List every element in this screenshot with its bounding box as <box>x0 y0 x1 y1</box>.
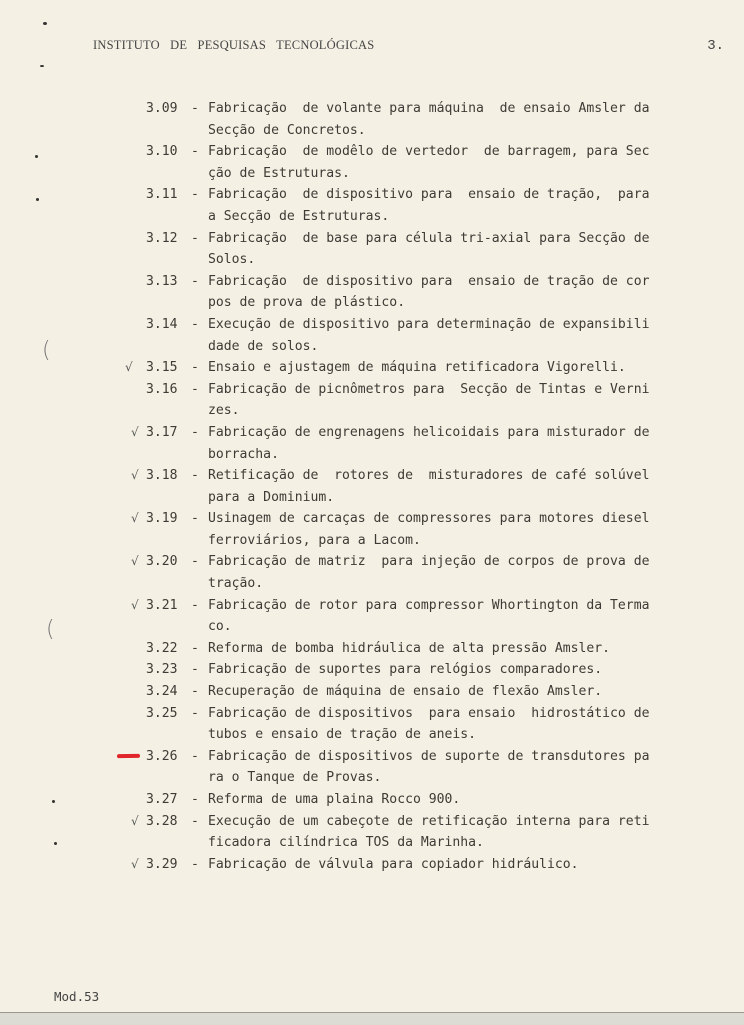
checkmark-icon: √ <box>131 554 139 569</box>
item-number: 3.27 <box>146 792 178 807</box>
item-text-line: ção de Estruturas. <box>208 165 350 181</box>
item-separator: - <box>191 316 199 332</box>
item-text-line: Fabricação de matriz para injeção de corpos de prova de <box>208 554 650 570</box>
item-text-line: pos de prova de plástico. <box>208 295 406 311</box>
list-item <box>0 789 744 811</box>
item-separator: - <box>191 792 199 807</box>
item-number: 3.23 <box>146 662 178 678</box>
item-number: 3.16 <box>146 381 178 397</box>
item-separator: - <box>191 597 199 613</box>
item-text-line: Fabricação de dispositivos de suporte de transdutores pa <box>208 748 650 764</box>
list-item <box>0 595 744 638</box>
item-separator: - <box>191 381 199 397</box>
list-item <box>0 703 744 746</box>
item-number: 3.28 <box>146 813 178 829</box>
item-number: 3.18 <box>146 468 178 484</box>
item-number: 3.11 <box>146 187 178 203</box>
speck <box>52 800 55 803</box>
speck <box>54 842 57 845</box>
item-separator: - <box>191 511 199 527</box>
item-separator: - <box>191 424 199 440</box>
checkmark-icon: √ <box>131 511 139 526</box>
item-separator: - <box>191 554 199 570</box>
item-text-line: Execução de dispositivo para determinação de expansibili <box>208 316 650 332</box>
item-separator: - <box>191 684 199 700</box>
punch-hole-mark: ( <box>46 617 55 642</box>
item-text-line: Fabricação de suportes para relógios comparadores. <box>208 662 603 678</box>
page-edge <box>0 1012 744 1025</box>
item-separator: - <box>191 230 199 246</box>
item-number: 3.19 <box>146 511 178 527</box>
item-text-line: Fabricação de válvula para copiador hidráulico. <box>208 856 579 872</box>
list-item <box>0 271 744 314</box>
item-number: 3.22 <box>146 640 178 656</box>
item-text-line: Fabricação de dispositivo para ensaio de tração de cor <box>208 273 650 289</box>
item-number: 3.21 <box>146 597 178 613</box>
item-number: 3.29 <box>146 856 178 872</box>
item-text-line: Retificação de rotores de misturadores de café solúvel <box>208 468 650 484</box>
item-text-line: Reforma de uma plaina Rocco 900. <box>208 792 461 807</box>
item-text-line: ferroviários, para a Lacom. <box>208 532 421 548</box>
list-item <box>0 379 744 422</box>
item-text-line: Secção de Concretos. <box>208 122 366 138</box>
item-text-line: co. <box>208 619 232 635</box>
item-text-line: Fabricação de modêlo de vertedor de barragem, para Sec <box>208 144 650 160</box>
list-item <box>0 98 744 141</box>
item-list <box>0 98 744 875</box>
item-text-line: Fabricação de base para célula tri-axial para Secção de <box>208 230 650 246</box>
item-text-line: Fabricação de dispositivos para ensaio hidrostático de <box>208 705 650 721</box>
list-item <box>0 422 744 465</box>
item-separator: - <box>191 662 199 678</box>
item-number: 3.26 <box>146 748 178 764</box>
list-item <box>0 465 744 508</box>
item-text-line: Fabricação de engrenagens helicoidais para misturador de <box>208 424 650 440</box>
item-separator: - <box>191 705 199 721</box>
item-separator: - <box>191 273 199 289</box>
item-text-line: Solos. <box>208 252 256 268</box>
item-separator: - <box>191 144 199 160</box>
list-item <box>0 184 744 227</box>
page-header <box>93 38 724 58</box>
item-number: 3.14 <box>146 316 178 332</box>
item-separator: - <box>191 813 199 829</box>
item-text-line: a Secção de Estruturas. <box>208 208 390 224</box>
item-text-line: tubos e ensaio de tração de aneis. <box>208 727 477 743</box>
item-separator: - <box>191 360 199 376</box>
checkmark-icon: √ <box>131 424 139 439</box>
item-text-line: zes. <box>208 403 240 419</box>
red-dash-mark <box>117 754 140 758</box>
item-text-line: Fabricação de dispositivo para ensaio de tração, para <box>208 187 650 203</box>
item-separator: - <box>191 640 199 656</box>
item-number: 3.10 <box>146 144 178 160</box>
item-text-line: ra o Tanque de Provas. <box>208 770 382 786</box>
page-number: 3. <box>707 38 724 54</box>
checkmark-icon: √ <box>131 813 139 828</box>
item-separator: - <box>191 468 199 484</box>
checkmark-icon: √ <box>125 360 133 375</box>
checkmark-icon: √ <box>131 597 139 612</box>
list-item <box>0 746 744 789</box>
checkmark-icon: √ <box>131 468 139 483</box>
list-item <box>0 357 744 379</box>
item-number: 3.25 <box>146 705 178 721</box>
item-text-line: Fabricação de picnômetros para Secção de Tintas e Verni <box>208 381 650 397</box>
list-item <box>0 508 744 551</box>
punch-hole-mark: ( <box>42 338 51 363</box>
checkmark-icon: √ <box>131 856 139 871</box>
item-number: 3.09 <box>146 101 178 116</box>
speck <box>40 65 44 67</box>
item-text-line: Execução de um cabeçote de retificação interna para reti <box>208 813 650 829</box>
list-item <box>0 314 744 357</box>
item-separator: - <box>191 187 199 203</box>
item-text-line: Usinagem de carcaças de compressores para motores diesel <box>208 511 650 527</box>
item-text-line: Recuperação de máquina de ensaio de flexão Amsler. <box>208 684 603 700</box>
item-number: 3.13 <box>146 273 178 289</box>
item-separator: - <box>191 748 199 764</box>
speck <box>36 198 39 201</box>
speck <box>43 22 47 25</box>
item-number: 3.20 <box>146 554 178 570</box>
item-number: 3.17 <box>146 424 178 440</box>
item-text-line: para a Dominium. <box>208 489 335 505</box>
item-text-line: Fabricação de rotor para compressor Whortington da Terma <box>208 597 650 613</box>
item-separator: - <box>191 856 199 872</box>
speck <box>35 155 38 158</box>
item-number: 3.12 <box>146 230 178 246</box>
item-separator: - <box>191 101 199 116</box>
form-code: Mod.53 <box>54 989 100 1004</box>
item-text-line: borracha. <box>208 446 279 462</box>
list-item <box>0 638 744 660</box>
list-item <box>0 141 744 184</box>
list-item <box>0 681 744 703</box>
item-text-line: Reforma de bomba hidráulica de alta pressão Amsler. <box>208 640 611 656</box>
item-number: 3.15 <box>146 360 178 376</box>
institution-name: INSTITUTO DE PESQUISAS TECNOLÓGICAS <box>93 38 375 52</box>
item-text-line: dade de solos. <box>208 338 319 354</box>
item-text-line: ficadora cilíndrica TOS da Marinha. <box>208 835 484 851</box>
item-text-line: Ensaio e ajustagem de máquina retificadora Vigorelli. <box>208 360 626 376</box>
list-item <box>0 659 744 681</box>
item-text-line: Fabricação de volante para máquina de ensaio Amsler da <box>208 101 650 116</box>
list-item <box>0 854 744 876</box>
list-item <box>0 228 744 271</box>
list-item <box>0 551 744 594</box>
item-text-line: tração. <box>208 576 264 592</box>
item-number: 3.24 <box>146 684 178 700</box>
list-item <box>0 811 744 854</box>
